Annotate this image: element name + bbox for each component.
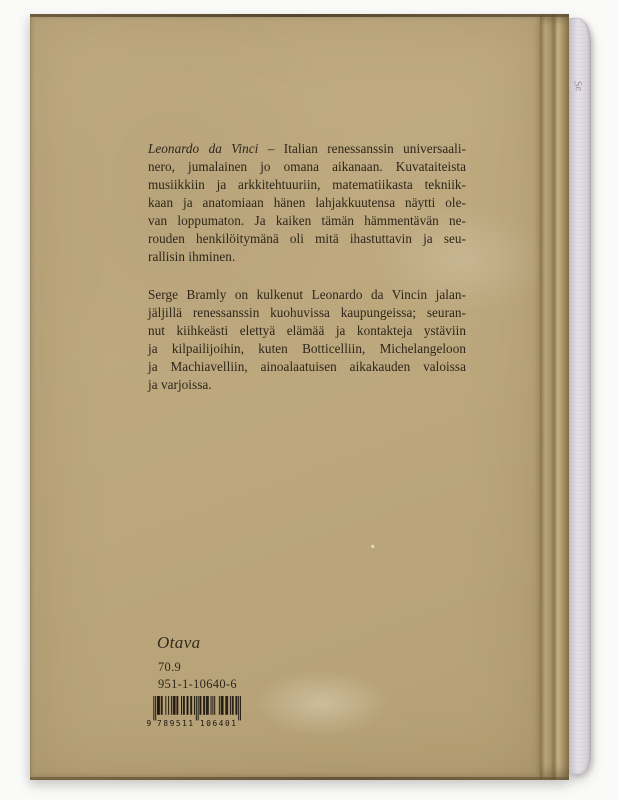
blurb-line: nero, jumalainen jo omana aikanaan. Kuvataiteista — [148, 159, 466, 174]
svg-text:106401: 106401 — [199, 718, 236, 727]
handwritten-fore-edge-mark: Se — [571, 79, 586, 93]
blurb-line: Leonardo da Vinci – Italian renessanssin universaali- — [148, 141, 466, 156]
blurb-text-block — [148, 140, 466, 394]
blurb-line: kaan ja anatomiaan hänen lahjakkuutensa näytti ole- — [148, 195, 466, 210]
blurb-line: rallisin ihminen. — [148, 249, 236, 264]
barcode-bars — [146, 696, 241, 727]
blurb-paragraph — [148, 140, 466, 266]
isbn-number: 951-1-10640-6 — [158, 677, 237, 691]
svg-text:789511: 789511 — [157, 718, 194, 727]
blurb-line: rouden henkilöitymänä oli mitä ihastuttavin ja seu- — [148, 231, 466, 246]
blurb-line: nut kiihkeästi elettyä elämää ja kontakteja ystäviin — [148, 323, 466, 338]
blurb-paragraph — [148, 286, 466, 394]
library-classification: 70.9 — [158, 660, 182, 674]
blurb-line: ja kilpailijoihin, kuten Botticelliin, Michelangeloon — [148, 341, 466, 356]
spine-hinge-groove — [540, 14, 569, 780]
blurb-line: jäljillä renessanssin kuohuvissa kaupungeissa; seuran- — [148, 305, 466, 320]
book-back-cover-photo — [30, 14, 591, 780]
blurb-line: ja Machiavelliin, ainoalaatuisen aikakauden valoissa — [148, 359, 466, 374]
blurb-line: van loppumaton. Ja kaiken tämän hämmentävän ne- — [148, 213, 466, 228]
cover-board — [30, 14, 541, 780]
svg-text:9: 9 — [146, 718, 152, 727]
blurb-line: Serge Bramly on kulkenut Leonardo da Vincin jalan- — [148, 287, 466, 302]
blurb-line: ja varjoissa. — [148, 377, 212, 392]
book-title-italic: Leonardo da Vinci — [148, 141, 259, 156]
blurb-line: musiikkiin ja arkkitehtuuriin, matematiikasta tekniik- — [148, 177, 466, 192]
ean-barcode — [146, 696, 246, 730]
page-block-fore-edge — [569, 18, 591, 774]
publisher-name: Otava — [157, 633, 201, 652]
